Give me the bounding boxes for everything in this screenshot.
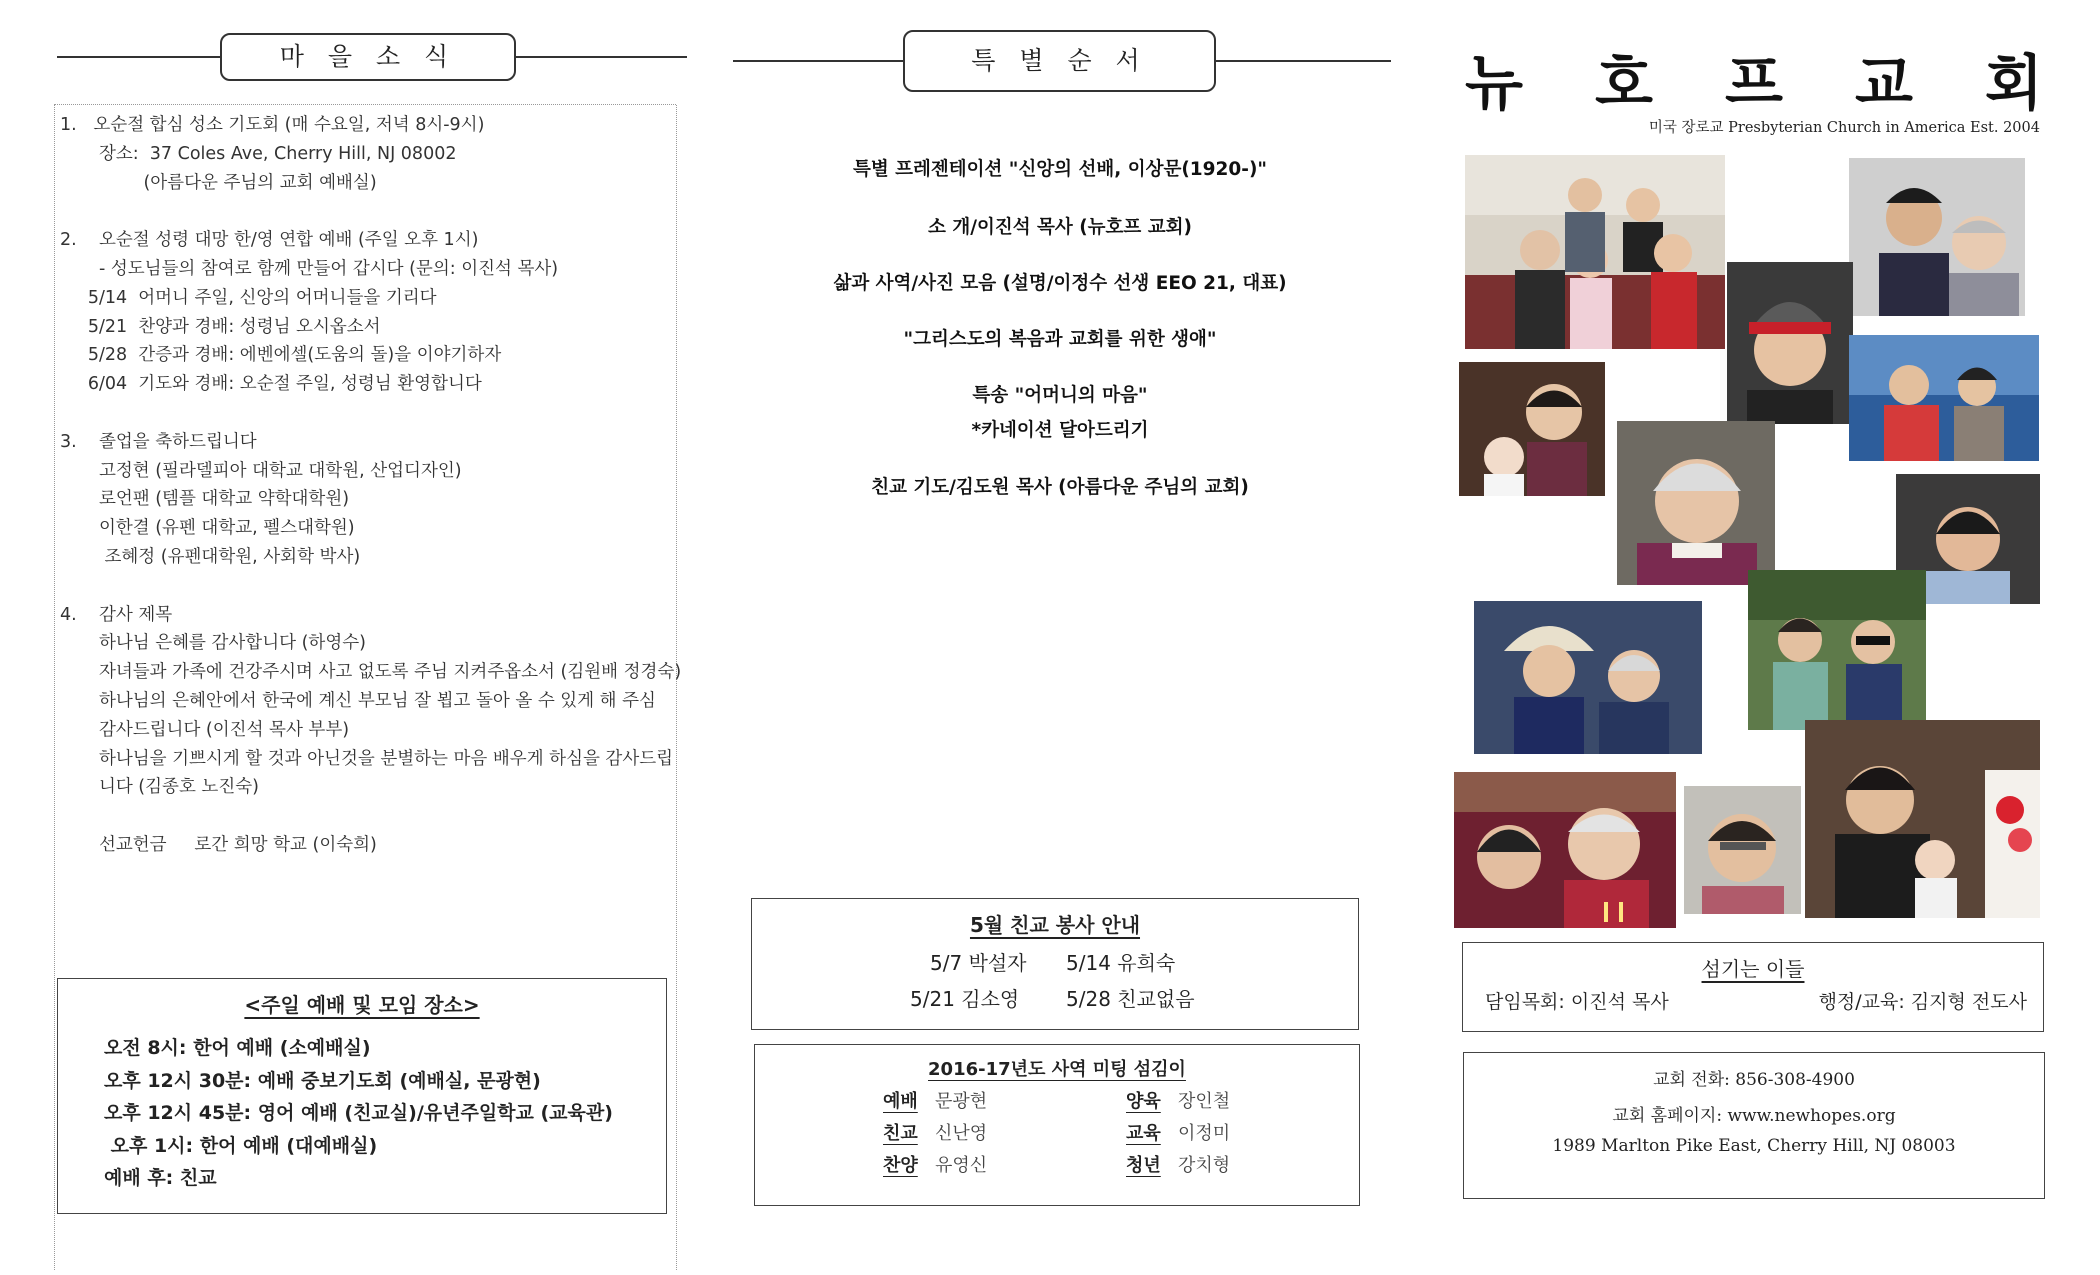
- news-line: - 성도님들의 참여로 함께 만들어 갑시다 (문의: 이진석 목사): [60, 258, 559, 279]
- news-line: 5/14 어머니 주일, 신앙의 어머니들을 기리다: [60, 287, 437, 308]
- ministry-role: 예배: [883, 1091, 918, 1112]
- ministry-role: 청년: [1126, 1155, 1161, 1176]
- news-line: 자녀들과 가족에 건강주시며 사고 없도록 주님 지켜주옵소서 (김원배 정경숙): [60, 662, 682, 683]
- ministry-person: 강치형: [1178, 1155, 1231, 1176]
- fellowship-entry: 5/7 박설자: [930, 951, 1027, 975]
- news-line: 2. 오순절 성령 대망 한/영 연합 예배 (주일 오후 1시): [60, 230, 479, 251]
- photo-two-women-garden: [1748, 570, 1926, 730]
- photo-woman-with-baby-flowers: [1805, 720, 2040, 918]
- news-line: 조혜정 (유펜대학원, 사회학 박사): [60, 546, 361, 567]
- photo-son-and-mother: [1849, 158, 2025, 316]
- program-item: 특별 프레젠테이션 "신앙의 선배, 이상문(1920-)": [852, 159, 1268, 180]
- ministry-role: 찬양: [883, 1155, 918, 1176]
- news-line: 감사드립니다 (이진석 목사 부부): [60, 719, 350, 740]
- worship-line: 오후 12시 30분: 예배 중보기도회 (예배실, 문광현): [104, 1069, 541, 1092]
- ministry-title: 2016-17년도 사역 미팅 섬김이: [928, 1059, 1186, 1080]
- news-line: [60, 399, 675, 428]
- worship-schedule-lines: [104, 1032, 664, 1195]
- senior-pastor: 담임목회: 이진석 목사: [1485, 991, 1669, 1013]
- news-line: 장소: 37 Coles Ave, Cherry Hill, NJ 08002: [60, 143, 457, 164]
- ministry-person: 문광현: [935, 1091, 988, 1112]
- news-line: [60, 802, 675, 831]
- news-line: 3. 졸업을 축하드립니다: [60, 431, 257, 452]
- fellowship-entry: 5/21 김소영: [910, 987, 1020, 1011]
- news-line: 이한결 (유펜 대학교, 펠스대학원): [60, 518, 355, 539]
- photo-family-group: [1465, 155, 1725, 349]
- worship-line: 오후 1시: 한어 예배 (대예배실): [104, 1134, 378, 1157]
- news-line: 하나님 은혜를 감사합니다 (하영수): [60, 633, 366, 654]
- ministry-person: 장인철: [1178, 1091, 1231, 1112]
- photo-woman-glasses: [1684, 786, 1801, 914]
- news-line: 로언팬 (템플 대학교 약학대학원): [60, 489, 350, 510]
- news-line: 5/21 찬양과 경배: 성령님 오시옵소서: [60, 316, 381, 337]
- program-item: 친교 기도/김도원 목사 (아름다운 주님의 교회): [871, 477, 1249, 498]
- news-line: 니다 (김종호 노진숙): [60, 777, 259, 798]
- worship-schedule-box: [57, 978, 667, 1214]
- photo-elder-woman-portrait: [1617, 421, 1775, 585]
- ministry-meeting-box: [754, 1044, 1360, 1206]
- church-name-char: 호: [1595, 49, 1653, 119]
- photo-women-hat-celebration: [1474, 601, 1702, 754]
- ministry-person: 이정미: [1178, 1123, 1231, 1144]
- section-title-village-news: 마 을 소 식: [220, 33, 516, 81]
- left-dotted-border: [54, 105, 55, 1270]
- program-item: *카네이션 달아드리기: [971, 420, 1149, 441]
- section-title-special-program: 특 별 순 서: [903, 30, 1216, 92]
- news-line: (아름다운 주님의 교회 예배실): [60, 172, 377, 193]
- news-line: [60, 197, 675, 226]
- photo-woman-hat: [1727, 262, 1853, 424]
- ministry-role: 교육: [1126, 1123, 1161, 1144]
- news-line: 5/28 간증과 경배: 에벤에셀(도움의 돌)을 이야기하자: [60, 345, 502, 366]
- news-line: 6/04 기도와 경배: 오순절 주일, 성령님 환영합니다: [60, 374, 482, 395]
- servants-title: 섬기는 이들: [1701, 957, 1805, 981]
- news-line: 선교헌금 로간 희망 학교 (이숙희): [60, 834, 377, 855]
- village-news-list: [60, 111, 682, 860]
- news-line: 고정현 (필라델피아 대학교 대학원, 산업디자인): [60, 460, 462, 481]
- worship-schedule-title: <주일 예배 및 모임 장소>: [244, 993, 480, 1017]
- fellowship-service-box: [751, 898, 1359, 1030]
- church-name-char: 프: [1725, 49, 1783, 119]
- church-phone: 교회 전화: 856-308-4900: [1653, 1070, 1855, 1090]
- ministry-role: 양육: [1126, 1091, 1161, 1112]
- worship-line: 예배 후: 친교: [104, 1167, 217, 1189]
- fellowship-title: 5월 친교 봉사 안내: [969, 913, 1141, 937]
- photo-grandmother-baby: [1459, 362, 1605, 496]
- contact-box: [1463, 1052, 2045, 1199]
- church-name-char: 뉴: [1465, 49, 1523, 119]
- news-line: 하나님의 은혜안에서 한국에 계신 부모님 잘 뵙고 돌아 올 수 있게 해 주심: [60, 690, 656, 711]
- photo-two-women-sea: [1849, 335, 2039, 461]
- fellowship-entry: 5/28 친교없음: [1066, 987, 1195, 1011]
- ministry-role: 친교: [883, 1123, 918, 1144]
- program-item: 삶과 사역/사진 모음 (설명/이정수 선생 EEO 21, 대표): [833, 273, 1287, 294]
- church-address: 1989 Marlton Pike East, Cherry Hill, NJ 08003: [1552, 1136, 1956, 1156]
- servants-box: [1462, 942, 2044, 1032]
- news-line: 하나님을 기쁘시게 할 것과 아닌것을 분별하는 마음 배우게 하심을 감사드립: [60, 748, 674, 769]
- education-minister: 행정/교육: 김지형 전도사: [1818, 991, 2027, 1013]
- left-dotted-border-right: [676, 105, 677, 1270]
- program-item: 소 개/이진석 목사 (뉴호프 교회): [928, 217, 1192, 238]
- church-name-char: 회: [1985, 49, 2043, 119]
- program-item: "그리스도의 복음과 교회를 위한 생애": [903, 329, 1217, 350]
- worship-line: 오전 8시: 한어 예배 (소예배실): [104, 1037, 371, 1059]
- news-line: [60, 572, 675, 601]
- news-line: 4. 감사 제목: [60, 604, 173, 625]
- program-item: 특송 "어머니의 마음": [972, 385, 1148, 406]
- ministry-person: 유영신: [935, 1155, 988, 1176]
- ministry-person: 신난영: [935, 1123, 988, 1144]
- fellowship-entry: 5/14 유희숙: [1066, 951, 1176, 975]
- photo-birthday-elders: [1454, 772, 1676, 928]
- news-line: 1. 오순절 합심 성소 기도회 (매 수요일, 저녁 8시-9시): [60, 115, 485, 135]
- worship-line: 오후 12시 45분: 영어 예배 (친교실)/유년주일학교 (교육관): [104, 1102, 613, 1124]
- church-name-char: 교: [1855, 49, 1913, 119]
- church-subtitle: 미국 장로교 Presbyterian Church in America Est. 2004: [1648, 120, 2040, 136]
- left-dotted-top: [54, 104, 676, 105]
- church-name: [1465, 36, 2045, 119]
- church-homepage[interactable]: 교회 홈페이지: www.newhopes.org: [1612, 1106, 1896, 1126]
